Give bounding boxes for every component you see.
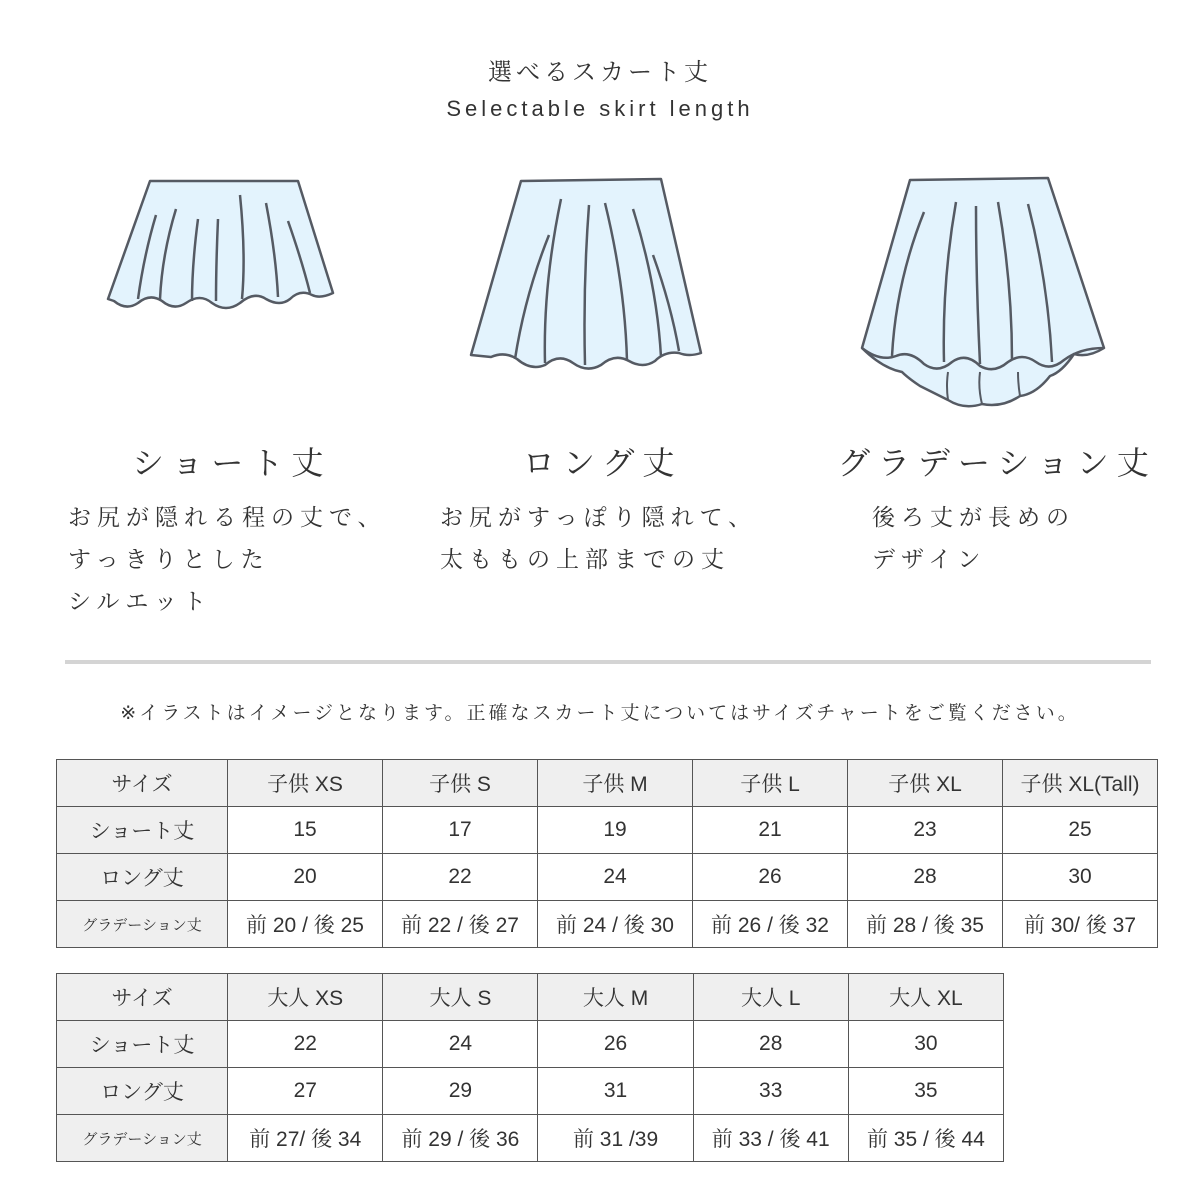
column-header: サイズ — [57, 974, 228, 1021]
table-cell: 前 24 / 後 30 — [538, 901, 693, 948]
column-header: 大人 XS — [228, 974, 383, 1021]
table-cell: 24 — [383, 1021, 538, 1068]
table-cell: 26 — [538, 1021, 693, 1068]
column-header: 子供 XL(Tall) — [1003, 760, 1158, 807]
table-cell: 33 — [693, 1068, 848, 1115]
page-subtitle: Selectable skirt length — [446, 96, 754, 121]
table-cell: 24 — [538, 854, 693, 901]
column-header: 子供 XS — [228, 760, 383, 807]
table-cell: 26 — [693, 854, 848, 901]
table-cell: 28 — [693, 1021, 848, 1068]
description-line: シルエット — [68, 589, 212, 615]
table-cell: 前 22 / 後 27 — [383, 901, 538, 948]
column-header: サイズ — [57, 760, 228, 807]
table-cell: 29 — [383, 1068, 538, 1115]
column-header: 大人 XL — [848, 974, 1003, 1021]
style-description-short — [68, 497, 387, 623]
short-skirt-illustration — [100, 175, 340, 325]
column-header: 子供 XL — [848, 760, 1003, 807]
style-name-long: ロング丈 — [523, 444, 683, 482]
column-header: 大人 M — [538, 974, 693, 1021]
table-cell: 27 — [228, 1068, 383, 1115]
table-row — [57, 1068, 1004, 1115]
description-line: すっきりとした — [68, 547, 270, 573]
style-description-long — [440, 497, 757, 581]
style-description-gradation — [872, 497, 1075, 581]
row-header: ショート丈 — [57, 807, 228, 854]
table-cell: 前 20 / 後 25 — [228, 901, 383, 948]
column-header: 大人 S — [383, 974, 538, 1021]
row-header: グラデーション丈 — [57, 901, 228, 948]
table-cell: 28 — [848, 854, 1003, 901]
table-cell: 前 28 / 後 35 — [848, 901, 1003, 948]
description-line: 太ももの上部までの丈 — [440, 547, 730, 573]
table-row — [57, 1115, 1004, 1162]
table-cell: 前 29 / 後 36 — [383, 1115, 538, 1162]
table-row — [57, 807, 1158, 854]
description-line: お尻が隠れる程の丈で、 — [68, 505, 387, 531]
table-row — [57, 854, 1158, 901]
table-cell: 35 — [848, 1068, 1003, 1115]
table-cell: 20 — [228, 854, 383, 901]
table-cell: 30 — [848, 1021, 1003, 1068]
table-header-row — [57, 974, 1004, 1021]
table-cell: 前 33 / 後 41 — [693, 1115, 848, 1162]
table-cell: 31 — [538, 1068, 693, 1115]
table-row — [57, 901, 1158, 948]
adult-size-table — [56, 973, 1004, 1162]
row-header: グラデーション丈 — [57, 1115, 228, 1162]
table-cell: 22 — [383, 854, 538, 901]
style-name-short: ショート丈 — [132, 444, 332, 482]
column-header: 大人 L — [693, 974, 848, 1021]
table-cell: 前 35 / 後 44 — [848, 1115, 1003, 1162]
row-header: ショート丈 — [57, 1021, 228, 1068]
description-line: デザイン — [872, 547, 987, 573]
table-cell: 前 27/ 後 34 — [228, 1115, 383, 1162]
table-cell: 15 — [228, 807, 383, 854]
table-cell: 前 31 /39 — [538, 1115, 693, 1162]
table-cell: 23 — [848, 807, 1003, 854]
style-name-gradation: グラデーション丈 — [838, 444, 1157, 482]
table-cell: 21 — [693, 807, 848, 854]
table-cell: 17 — [383, 807, 538, 854]
row-header: ロング丈 — [57, 1068, 228, 1115]
table-cell: 前 26 / 後 32 — [693, 901, 848, 948]
description-line: 後ろ丈が長めの — [872, 505, 1075, 531]
column-header: 子供 M — [538, 760, 693, 807]
gradation-skirt-illustration — [852, 172, 1112, 412]
table-cell: 22 — [228, 1021, 383, 1068]
row-header: ロング丈 — [57, 854, 228, 901]
column-header: 子供 S — [383, 760, 538, 807]
page-title: 選べるスカート丈 — [488, 58, 712, 86]
table-header-row — [57, 760, 1158, 807]
table-cell: 30 — [1003, 854, 1158, 901]
column-header: 子供 L — [693, 760, 848, 807]
table-row — [57, 1021, 1004, 1068]
long-skirt-illustration — [465, 175, 705, 375]
section-divider — [65, 660, 1151, 664]
table-cell: 前 30/ 後 37 — [1003, 901, 1158, 948]
table-cell: 19 — [538, 807, 693, 854]
description-line: お尻がすっぽり隠れて、 — [440, 505, 758, 531]
table-cell: 25 — [1003, 807, 1158, 854]
kids-size-table — [56, 759, 1158, 948]
illustration-note: ※イラストはイメージとなります。正確なスカート丈についてはサイズチャートをご覧ください。 — [120, 702, 1080, 724]
